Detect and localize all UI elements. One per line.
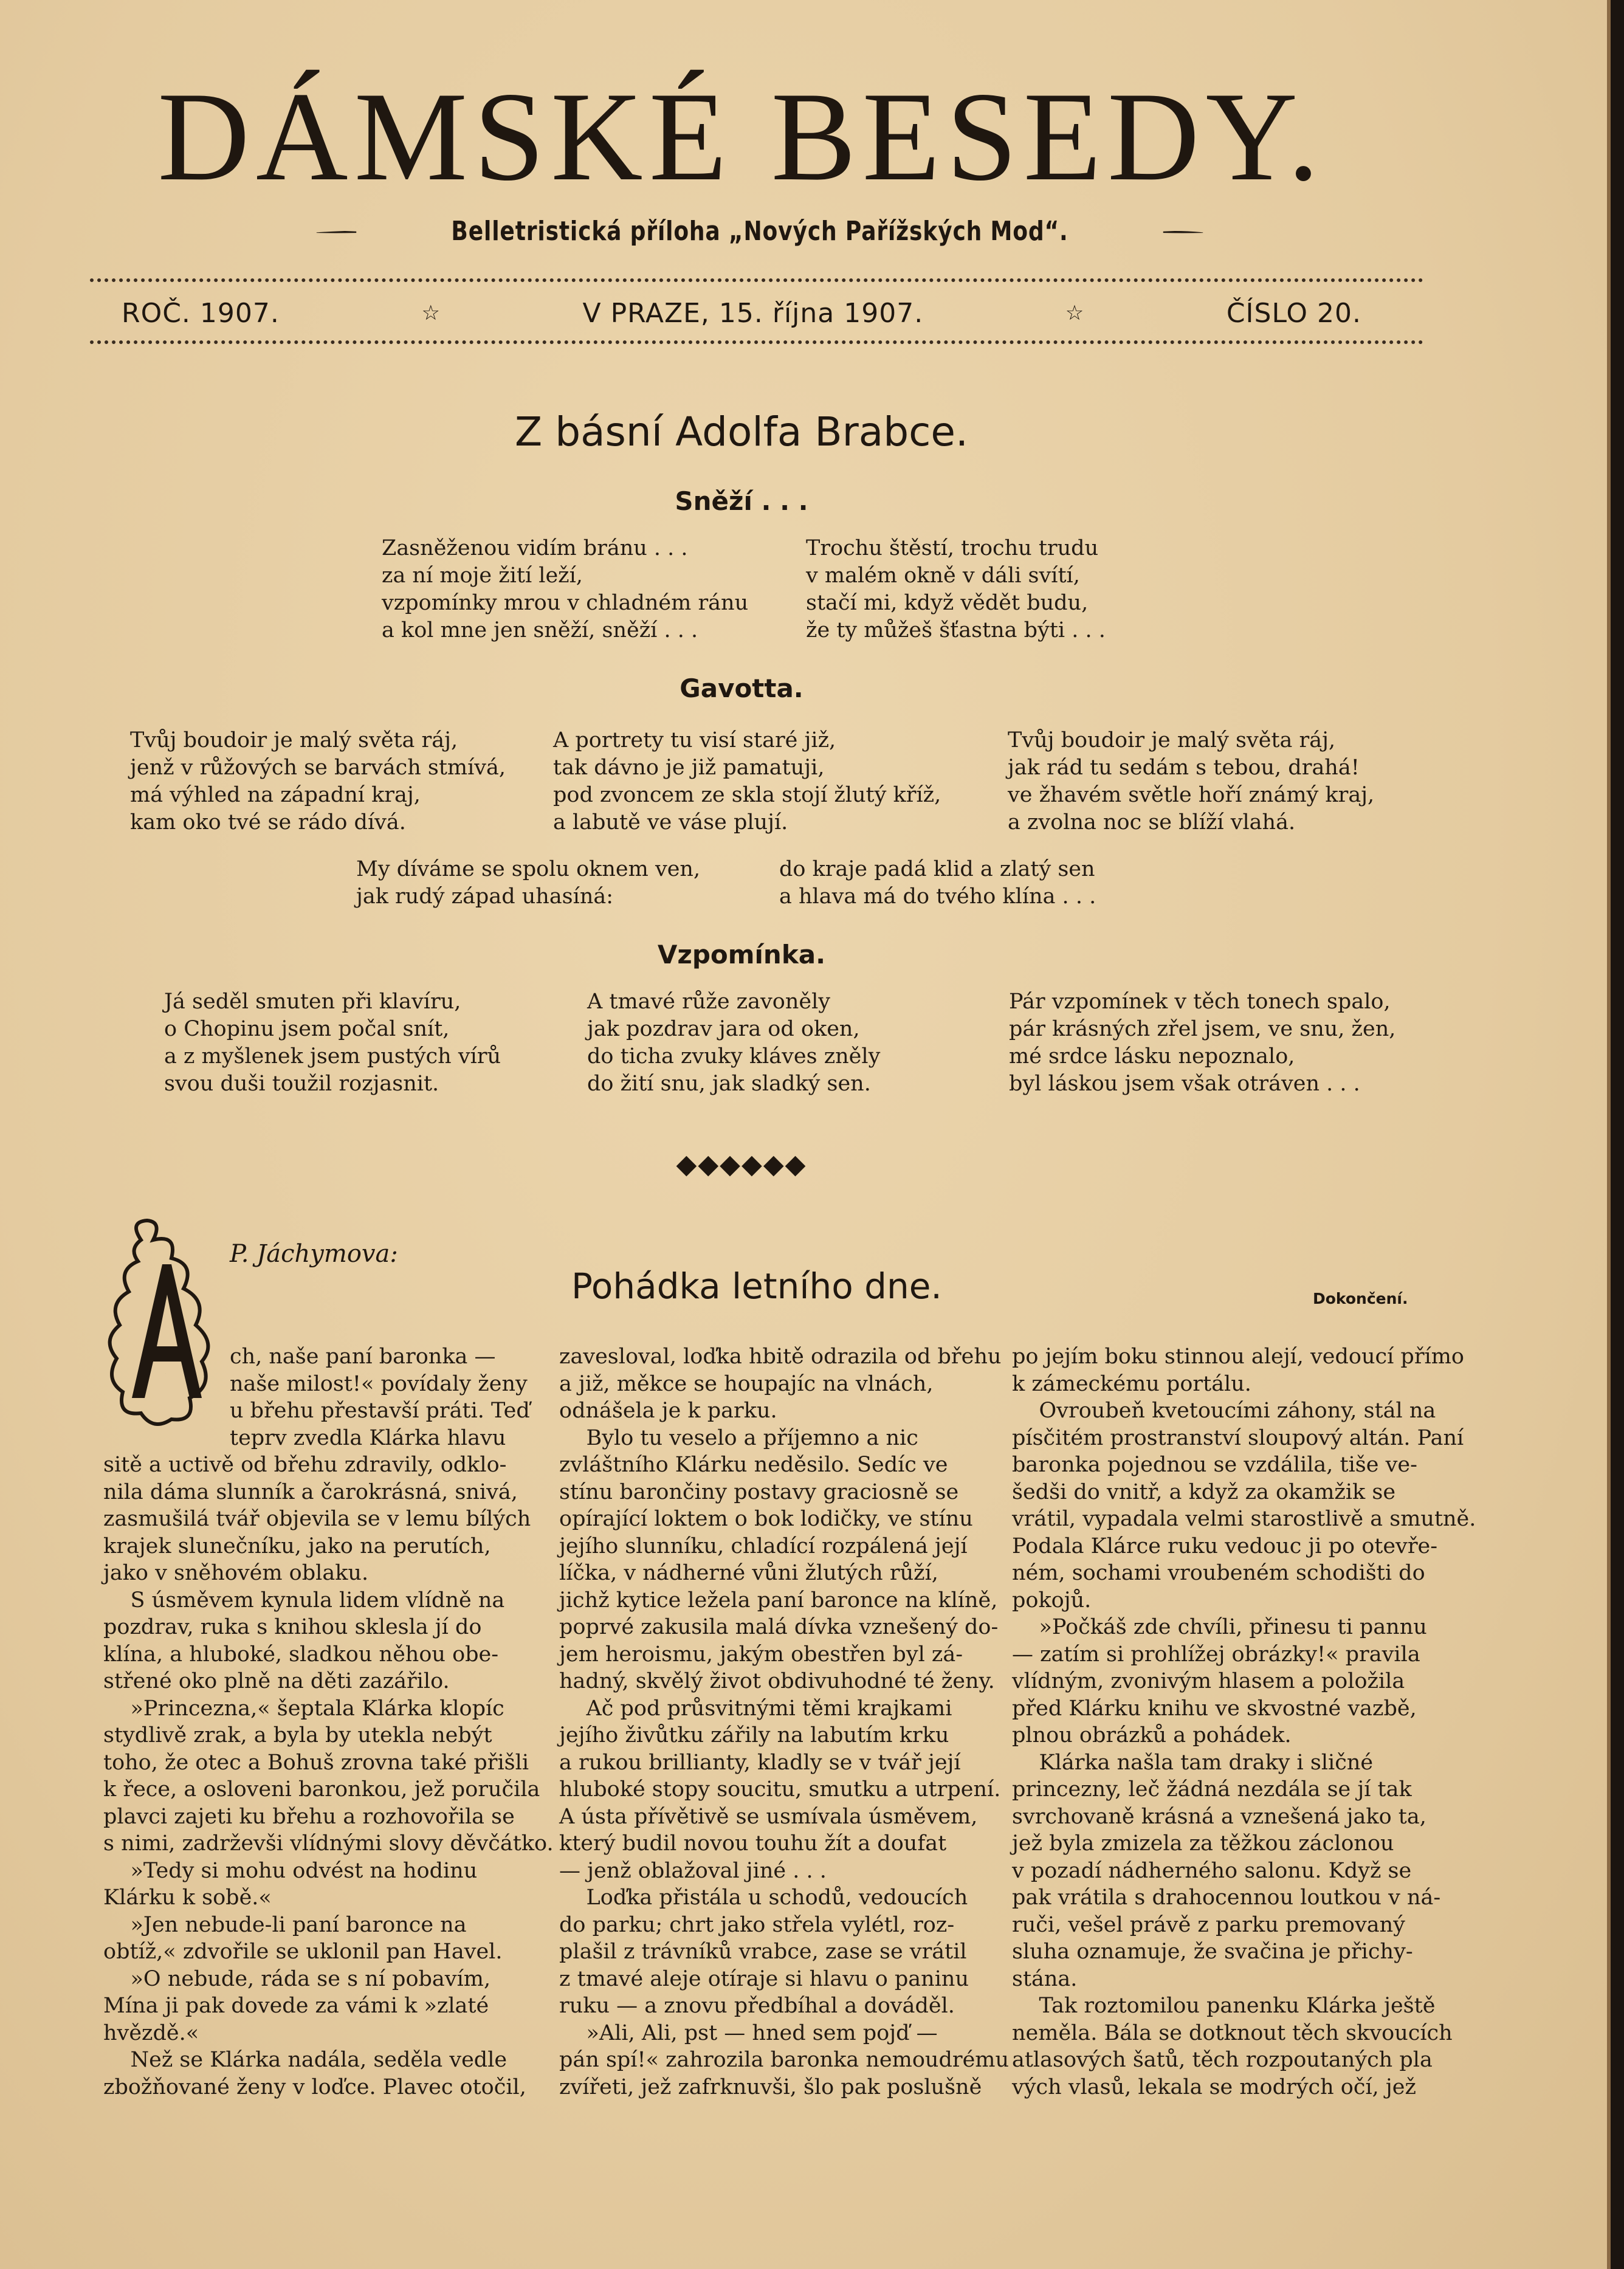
- text-line: pokojů.: [1012, 1588, 1092, 1613]
- text-line: zavesloval, loďka hbitě odrazila od břehu: [559, 1345, 1002, 1369]
- place-date: V PRAZE, 15. října 1907.: [582, 297, 924, 329]
- poem-gavotta-col1: Tvůj boudoir je malý světa ráj, jenž v růžových se barvách stmívá, má výhled na západní kraj, kam oko tvé se rádo dívá.: [130, 728, 506, 835]
- story-column-1-top: ch, naše paní baronka — naše milost!« povídaly ženy u břehu přestavší práti. Teď teprv zvedla Klárka hlavu: [230, 1345, 530, 1450]
- text-line: a již, měkce se houpajíc na vlnách,: [559, 1371, 934, 1396]
- text-line: klína, a hluboké, sladkou něhou obe-: [103, 1642, 499, 1667]
- text-line: atlasových šatů, těch rozpoutaných pla: [1012, 2048, 1433, 2072]
- text-line: stínu barončiny postavy graciosně se: [559, 1479, 959, 1504]
- text-line: Než se Klárka nadála, seděla vedle: [103, 2048, 507, 2072]
- poem-title-vzpominka: Vzpomínka.: [657, 940, 826, 969]
- text-line: jejího živůtku zářily na labutím krku: [559, 1723, 949, 1747]
- poem-gavotta-bottom-left: My díváme se spolu oknem ven, jak rudý západ uhasíná:: [356, 857, 701, 909]
- text-line: sitě a uctivě od břehu zdravily, odklo-: [103, 1453, 507, 1477]
- text-line: krajek slunečníku, jako na perutích,: [103, 1534, 491, 1558]
- text-line: — zatím si prohlížej obrázky!« pravila: [1012, 1642, 1420, 1667]
- text-line: »Jen nebude-li paní baronce na: [103, 1912, 467, 1937]
- text-line: Ač pod průsvitnými těmi krajkami: [559, 1696, 952, 1721]
- text-line: k řece, a osloveni baronkou, jež poručila: [103, 1777, 540, 1802]
- text-line: Loďka přistála u schodů, vedoucích: [559, 1885, 968, 1910]
- swash-right-ornament: [1163, 224, 1203, 238]
- poems-main-title: Z básní Adolfa Brabce.: [515, 408, 968, 455]
- text-line: »Tedy si mohu odvést na hodinu: [103, 1858, 478, 1883]
- text-line: toho, že otec a Bohuš zrovna také přišli: [103, 1750, 529, 1775]
- ornamental-initial-a: [105, 1216, 226, 1434]
- text-line: ném, sochami vroubeném schodišti do: [1012, 1561, 1425, 1585]
- text-line: s nimi, zadrževši vlídnými slovy děvčátko.: [103, 1831, 554, 1856]
- story-column-2: [559, 1343, 1010, 2101]
- text-line: plavci zajeti ku břehu a rozhovořila se: [103, 1804, 515, 1829]
- text-line: vrátil, vypadala velmi starostlivě a smutně.: [1012, 1507, 1476, 1531]
- text-line: pán spí!« zahrozila baronka nemoudrému: [559, 2048, 1010, 2072]
- text-line: vlídným, zvonivým hlasem a položila: [1012, 1669, 1405, 1693]
- text-line: opírající loktem o bok lodičky, ve stínu: [559, 1507, 973, 1531]
- text-line: vých vlasů, lekala se modrých očí, jež: [1012, 2074, 1416, 2099]
- text-line: pozdrav, ruka s knihou sklesla jí do: [103, 1615, 482, 1639]
- text-line: do parku; chrt jako střela vylétl, roz-: [559, 1912, 955, 1937]
- issue-info-row: [122, 292, 1361, 334]
- poem-title-gavotta: Gavotta.: [680, 673, 803, 703]
- volume-label: ROČ. 1907.: [122, 297, 280, 329]
- text-line: stána.: [1012, 1966, 1078, 1991]
- text-line: k zámeckému portálu.: [1012, 1371, 1251, 1396]
- issue-number: ČÍSLO 20.: [1226, 297, 1361, 329]
- text-line: plašil z trávníků vrabce, zase se vrátil: [559, 1940, 967, 1964]
- text-line: a rukou brillianty, kladly se v tvář její: [559, 1750, 961, 1775]
- poem-vzpominka-col3: Pár vzpomínek v těch tonech spalo, pár krásných zřel jsem, ve snu, žen, mé srdce lásku nepoznalo, byl láskou jsem však otráven . . .: [1009, 990, 1396, 1096]
- text-line: v pozadí nádherného salonu. Když se: [1012, 1858, 1412, 1883]
- text-line: pak vrátila s drahocennou loutkou v ná-: [1012, 1885, 1441, 1910]
- text-line: odnášela je k parku.: [559, 1399, 777, 1423]
- poem-title-snezi: Sněží . . .: [675, 486, 808, 516]
- story-author: P. Jáchymova:: [230, 1240, 398, 1268]
- story-title: Pohádka letního dne.: [571, 1265, 942, 1307]
- text-line: Klárka našla tam draky i sličné: [1012, 1750, 1374, 1775]
- text-line: jejího slunníku, chladící rozpálená její: [559, 1534, 968, 1558]
- text-line: S úsměvem kynula lidem vlídně na: [103, 1588, 505, 1613]
- text-line: plnou obrázků a pohádek.: [1012, 1723, 1292, 1747]
- text-line: zbožňované ženy v loďce. Plavec otočil,: [103, 2074, 526, 2099]
- text-line: jem heroismu, jakým obestřen byl zá-: [559, 1642, 963, 1667]
- text-line: »Princezna,« šeptala Klárka klopíc: [103, 1696, 504, 1721]
- text-line: »Počkáš zde chvíli, přinesu ti pannu: [1012, 1615, 1427, 1639]
- text-line: Klárku k sobě.«: [103, 1885, 272, 1910]
- subtitle-row: [316, 213, 1203, 249]
- text-line: sluha oznamuje, že svačina je přichy-: [1012, 1940, 1413, 1964]
- text-line: po jejím boku stinnou alejí, vedoucí přímo: [1012, 1345, 1465, 1369]
- text-line: jako v sněhovém oblaku.: [103, 1561, 369, 1585]
- dotted-rule-bottom: [90, 340, 1423, 344]
- diamond-separator: ◆◆◆◆◆◆: [676, 1149, 807, 1180]
- poem-gavotta-col2: A portrety tu visí staré již, tak dávno je již pamatuji, pod zvoncem ze skla stojí žlutý kříž, a labutě ve váse plují.: [553, 728, 941, 835]
- text-line: zvláštního Klárku neděsilo. Sedíc ve: [559, 1453, 948, 1477]
- star-icon: ☆: [1065, 301, 1085, 325]
- continued-note: Dokončení.: [1313, 1290, 1408, 1307]
- text-line: princezny, leč žádná nezdála se jí tak: [1012, 1777, 1412, 1802]
- dotted-rule-top: [90, 278, 1423, 282]
- poem-gavotta-bottom-right: do kraje padá klid a zlatý sen a hlava má do tvého klína . . .: [779, 857, 1096, 909]
- story-column-1: [103, 1451, 554, 2101]
- story-column-3: [1012, 1343, 1476, 2101]
- text-line: Podala Klárce ruku vedouc ji po otevře-: [1012, 1534, 1438, 1558]
- text-line: neměla. Bála se dotknout těch skvoucích: [1012, 2020, 1453, 2045]
- text-line: zasmušilá tvář objevila se v lemu bílých: [103, 1507, 531, 1531]
- text-line: »Ali, Ali, pst — hned sem pojď —: [559, 2020, 938, 2045]
- masthead-subtitle: Belletristická příloha „Nových Pařížských Mod“.: [451, 215, 1068, 247]
- text-line: Mína ji pak dovede za vámi k »zlaté: [103, 1994, 489, 2018]
- text-line: — jenž oblažoval jiné . . .: [559, 1858, 827, 1883]
- text-line: »O nebude, ráda se s ní pobavím,: [103, 1966, 491, 1991]
- text-line: písčitém prostranství sloupový altán. Paní: [1012, 1425, 1464, 1450]
- text-line: stydlivě zrak, a byla by utekla nebýt: [103, 1723, 492, 1747]
- text-line: zvířeti, jež zafrknuvši, šlo pak poslušně: [559, 2074, 982, 2099]
- masthead-title: DÁMSKÉ BESEDY.: [157, 66, 1326, 207]
- text-line: jichž kytice ležela paní baronce na klíně,: [559, 1588, 998, 1613]
- text-line: hluboké stopy soucitu, smutku a utrpení.: [559, 1777, 1001, 1802]
- text-line: Ovroubeň kvetoucími záhony, stál na: [1012, 1399, 1436, 1423]
- text-line: střené oko plně na děti zazářilo.: [103, 1669, 450, 1693]
- poem-snezi-right: Trochu štěstí, trochu trudu v malém okně v dáli svítí, stačí mi, když vědět budu, že ty můžeš šťastna býti . . .: [806, 536, 1106, 642]
- text-line: nila dáma slunník a čarokrásná, snivá,: [103, 1479, 518, 1504]
- swash-left-ornament: [316, 224, 357, 238]
- text-line: hvězdě.«: [103, 2020, 199, 2045]
- text-line: líčka, v nádherné vůni žlutých růží,: [559, 1561, 938, 1585]
- poem-vzpominka-col2: A tmavé růže zavoněly jak pozdrav jara od oken, do ticha zvuky kláves zněly do žití snu, jak sladký sen.: [587, 990, 881, 1096]
- text-line: svrchovaně krásná a vznešená jako ta,: [1012, 1804, 1426, 1829]
- poem-vzpominka-col1: Já seděl smuten při klavíru, o Chopinu jsem počal snít, a z myšlenek jsem pustých vírů svou duši toužil rozjasnit.: [164, 990, 501, 1096]
- text-line: ruči, vešel právě z parku premovaný: [1012, 1912, 1405, 1937]
- text-line: A ústa přívětivě se usmívala úsměvem,: [559, 1804, 978, 1829]
- page-edge: [1611, 0, 1624, 2269]
- text-line: jež byla zmizela za těžkou záclonou: [1012, 1831, 1394, 1856]
- text-line: před Klárku knihu ve skvostné vazbě,: [1012, 1696, 1417, 1721]
- text-line: šedši do vnitř, a když za okamžik se: [1012, 1479, 1396, 1504]
- text-line: obtíž,« zdvořile se uklonil pan Havel.: [103, 1940, 503, 1964]
- text-line: ruku — a znovu předbíhal a dováděl.: [559, 1994, 955, 2018]
- text-line: hadný, skvělý život obdivuhodné té ženy.: [559, 1669, 995, 1693]
- text-line: poprvé zakusila malá dívka vznešený do-: [559, 1615, 999, 1639]
- text-line: Bylo tu veselo a příjemno a nic: [559, 1425, 918, 1450]
- star-icon: ☆: [421, 301, 441, 325]
- text-line: Tak roztomilou panenku Klárka ještě: [1012, 1994, 1436, 2018]
- poem-gavotta-col3: Tvůj boudoir je malý světa ráj, jak rád tu sedám s tebou, drahá! ve žhavém světle hoří známý kraj, a zvolna noc se blíží vlahá.: [1008, 728, 1375, 835]
- poem-snezi-left: Zasněženou vidím bránu . . . za ní moje žití leží, vzpomínky mrou v chladném ránu a kol mne jen sněží, sněží . . .: [382, 536, 749, 642]
- text-line: z tmavé aleje otíraje si hlavu o paninu: [559, 1966, 969, 1991]
- text-line: baronka pojednou se vzdálila, tiše ve-: [1012, 1453, 1417, 1477]
- text-line: který budil novou touhu žít a doufat: [559, 1831, 947, 1856]
